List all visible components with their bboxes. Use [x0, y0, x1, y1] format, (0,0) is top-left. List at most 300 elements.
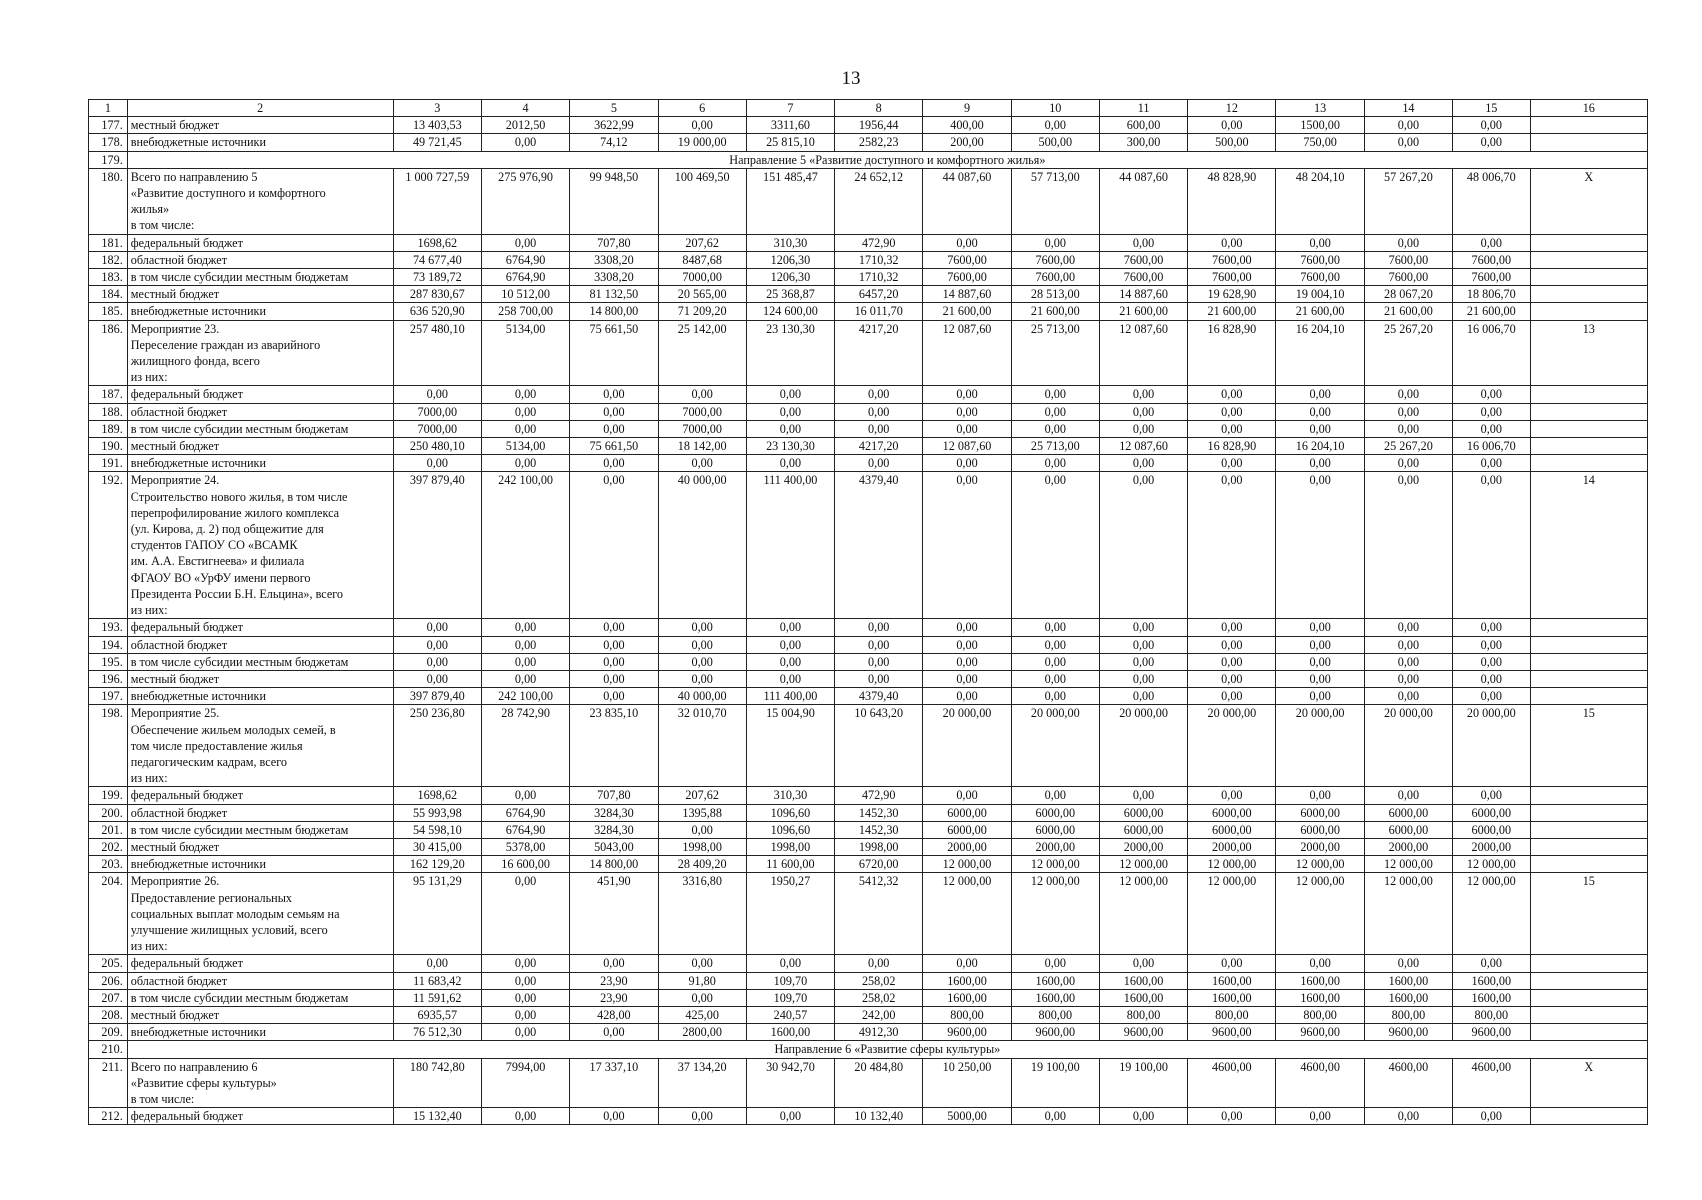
row-name: [127, 1006, 393, 1023]
value-cell: 1500,00: [1276, 117, 1364, 134]
value-cell: 9600,00: [1188, 1024, 1276, 1041]
row-name-line: студентов ГАПОУ СО «ВСАМК: [130, 538, 298, 553]
value-cell: 1206,30: [746, 251, 834, 268]
reference-cell: [1530, 972, 1647, 989]
table-row: [89, 873, 1648, 955]
value-cell: 400,00: [923, 117, 1011, 134]
table-row: [89, 821, 1648, 838]
reference-cell: [1530, 821, 1647, 838]
value-cell: 10 643,20: [835, 705, 923, 787]
value-cell: 2000,00: [1453, 838, 1531, 855]
value-cell: 0,00: [570, 455, 658, 472]
value-cell: 242 100,00: [481, 472, 569, 619]
value-cell: 0,00: [1188, 670, 1276, 687]
value-cell: 287 830,67: [393, 286, 481, 303]
value-cell: 0,00: [658, 386, 746, 403]
value-cell: 2000,00: [1188, 838, 1276, 855]
value-cell: 0,00: [481, 873, 569, 955]
table-row: [89, 670, 1648, 687]
row-number: 204.: [89, 873, 128, 955]
value-cell: 0,00: [1188, 403, 1276, 420]
reference-cell: [1530, 856, 1647, 873]
value-cell: 111 400,00: [746, 688, 834, 705]
value-cell: 0,00: [835, 619, 923, 636]
value-cell: 0,00: [1099, 420, 1187, 437]
header-cell: 15: [1453, 100, 1531, 117]
table-row: [89, 619, 1648, 636]
value-cell: 0,00: [923, 670, 1011, 687]
row-number: 180.: [89, 168, 128, 234]
value-cell: 6000,00: [1276, 821, 1364, 838]
row-name-line: жилья»: [130, 202, 170, 217]
value-cell: 0,00: [1453, 455, 1531, 472]
value-cell: 1600,00: [1276, 972, 1364, 989]
value-cell: 6000,00: [1099, 821, 1187, 838]
value-cell: 7600,00: [1011, 251, 1099, 268]
value-cell: 0,00: [481, 403, 569, 420]
row-name: [127, 856, 393, 873]
value-cell: 1710,32: [835, 251, 923, 268]
value-cell: 12 000,00: [1364, 873, 1452, 955]
row-name-line: Мероприятие 23.: [130, 321, 220, 336]
value-cell: 6000,00: [1364, 804, 1452, 821]
row-number: 189.: [89, 420, 128, 437]
value-cell: 7000,00: [393, 420, 481, 437]
value-cell: 74 677,40: [393, 251, 481, 268]
value-cell: 1600,00: [1011, 989, 1099, 1006]
value-cell: 0,00: [481, 955, 569, 972]
value-cell: 12 000,00: [1453, 856, 1531, 873]
value-cell: 1600,00: [1364, 972, 1452, 989]
table-row: [89, 386, 1648, 403]
row-number: 197.: [89, 688, 128, 705]
value-cell: 0,00: [570, 636, 658, 653]
value-cell: 258,02: [835, 972, 923, 989]
value-cell: 7000,00: [658, 269, 746, 286]
value-cell: 1600,00: [1099, 989, 1187, 1006]
row-name: [127, 653, 393, 670]
table-row: [89, 705, 1648, 787]
value-cell: 0,00: [1188, 386, 1276, 403]
value-cell: 162 129,20: [393, 856, 481, 873]
value-cell: 7994,00: [481, 1058, 569, 1108]
section-title: Направление 6 «Развитие сферы культуры»: [127, 1041, 1647, 1058]
value-cell: 258,02: [835, 989, 923, 1006]
value-cell: 9600,00: [923, 1024, 1011, 1041]
row-name: [127, 989, 393, 1006]
table-row: [89, 636, 1648, 653]
value-cell: 0,00: [481, 234, 569, 251]
value-cell: 6000,00: [923, 804, 1011, 821]
row-name-line: федеральный бюджет: [130, 235, 243, 250]
value-cell: 20 000,00: [1188, 705, 1276, 787]
value-cell: 0,00: [1453, 117, 1531, 134]
value-cell: 0,00: [393, 670, 481, 687]
value-cell: 6764,90: [481, 251, 569, 268]
value-cell: 49 721,45: [393, 134, 481, 151]
value-cell: 0,00: [481, 1006, 569, 1023]
row-name-line: из них:: [130, 771, 168, 786]
header-cell: 6: [658, 100, 746, 117]
value-cell: 0,00: [746, 420, 834, 437]
value-cell: 55 993,98: [393, 804, 481, 821]
row-number: 195.: [89, 653, 128, 670]
value-cell: 428,00: [570, 1006, 658, 1023]
value-cell: 16 204,10: [1276, 438, 1364, 455]
row-name-line: Предоставление региональных: [130, 890, 292, 905]
value-cell: 109,70: [746, 972, 834, 989]
value-cell: 0,00: [1099, 403, 1187, 420]
row-number: 203.: [89, 856, 128, 873]
table-row: [89, 972, 1648, 989]
value-cell: 1395,88: [658, 804, 746, 821]
value-cell: 7600,00: [1099, 251, 1187, 268]
row-name-line: ФГАОУ ВО «УрФУ имени первого: [130, 570, 311, 585]
value-cell: 0,00: [481, 989, 569, 1006]
header-cell: 13: [1276, 100, 1364, 117]
row-name-line: областной бюджет: [130, 252, 228, 267]
row-name-line: им. А.А. Евстигнеева» и филиала: [130, 554, 305, 569]
value-cell: 44 087,60: [923, 168, 1011, 234]
header-cell: 7: [746, 100, 834, 117]
value-cell: 44 087,60: [1099, 168, 1187, 234]
value-cell: 7600,00: [1276, 269, 1364, 286]
value-cell: 23,90: [570, 972, 658, 989]
value-cell: 28 067,20: [1364, 286, 1452, 303]
value-cell: 0,00: [570, 472, 658, 619]
value-cell: 425,00: [658, 1006, 746, 1023]
value-cell: 0,00: [1453, 1108, 1531, 1125]
value-cell: 6764,90: [481, 804, 569, 821]
row-name-line: местный бюджет: [130, 1007, 220, 1022]
value-cell: 12 000,00: [1276, 856, 1364, 873]
value-cell: 1710,32: [835, 269, 923, 286]
value-cell: 800,00: [923, 1006, 1011, 1023]
table-row: [89, 787, 1648, 804]
value-cell: 7000,00: [393, 403, 481, 420]
value-cell: 0,00: [746, 955, 834, 972]
value-cell: 9600,00: [1276, 1024, 1364, 1041]
row-number: 206.: [89, 972, 128, 989]
table-row: [89, 653, 1648, 670]
row-name-line: местный бюджет: [130, 839, 220, 854]
row-name-line: внебюджетные источники: [130, 456, 266, 471]
value-cell: 21 600,00: [1099, 303, 1187, 320]
row-number: 185.: [89, 303, 128, 320]
table-row: [89, 838, 1648, 855]
value-cell: 6935,57: [393, 1006, 481, 1023]
value-cell: 0,00: [1276, 1108, 1364, 1125]
row-name: [127, 1108, 393, 1125]
row-name-line: федеральный бюджет: [130, 956, 243, 971]
row-number: 202.: [89, 838, 128, 855]
value-cell: 0,00: [835, 420, 923, 437]
value-cell: 16 011,70: [835, 303, 923, 320]
value-cell: 207,62: [658, 787, 746, 804]
value-cell: 0,00: [1364, 955, 1452, 972]
value-cell: 5412,32: [835, 873, 923, 955]
page-number: 13: [841, 68, 861, 89]
value-cell: 1600,00: [746, 1024, 834, 1041]
header-cell: 14: [1364, 100, 1452, 117]
row-number: 210.: [89, 1041, 128, 1058]
value-cell: 7600,00: [923, 251, 1011, 268]
row-name-line: внебюджетные источники: [130, 304, 266, 319]
header-cell: 5: [570, 100, 658, 117]
value-cell: 2000,00: [1364, 838, 1452, 855]
value-cell: 2000,00: [1099, 838, 1187, 855]
value-cell: 0,00: [1364, 636, 1452, 653]
value-cell: 73 189,72: [393, 269, 481, 286]
value-cell: 4600,00: [1276, 1058, 1364, 1108]
reference-cell: [1530, 286, 1647, 303]
value-cell: 0,00: [1364, 234, 1452, 251]
value-cell: 7600,00: [1188, 269, 1276, 286]
value-cell: 48 204,10: [1276, 168, 1364, 234]
row-name: [127, 670, 393, 687]
value-cell: 12 087,60: [1099, 320, 1187, 386]
value-cell: 20 565,00: [658, 286, 746, 303]
value-cell: 4217,20: [835, 320, 923, 386]
row-number: 179.: [89, 151, 128, 168]
row-name-line: Всего по направлению 5: [130, 169, 258, 184]
row-number: 182.: [89, 251, 128, 268]
row-name-line: областной бюджет: [130, 973, 228, 988]
value-cell: 0,00: [570, 653, 658, 670]
value-cell: 81 132,50: [570, 286, 658, 303]
reference-cell: [1530, 386, 1647, 403]
value-cell: 275 976,90: [481, 168, 569, 234]
row-name-line: (ул. Кирова, д. 2) под общежитие для: [130, 522, 324, 537]
value-cell: 19 628,90: [1188, 286, 1276, 303]
value-cell: 0,00: [1011, 234, 1099, 251]
value-cell: 300,00: [1099, 134, 1187, 151]
value-cell: 0,00: [1453, 134, 1531, 151]
value-cell: 3284,30: [570, 804, 658, 821]
row-name: [127, 386, 393, 403]
row-number: 188.: [89, 403, 128, 420]
header-cell: 9: [923, 100, 1011, 117]
row-number: 211.: [89, 1058, 128, 1108]
row-number: 198.: [89, 705, 128, 787]
reference-cell: [1530, 619, 1647, 636]
value-cell: 0,00: [1276, 636, 1364, 653]
value-cell: 14 887,60: [923, 286, 1011, 303]
value-cell: 48 828,90: [1188, 168, 1276, 234]
row-name: [127, 821, 393, 838]
value-cell: 0,00: [835, 455, 923, 472]
value-cell: 0,00: [746, 386, 834, 403]
value-cell: 310,30: [746, 234, 834, 251]
value-cell: 16 006,70: [1453, 438, 1531, 455]
value-cell: 54 598,10: [393, 821, 481, 838]
value-cell: 0,00: [481, 670, 569, 687]
value-cell: 12 000,00: [1099, 856, 1187, 873]
row-number: 177.: [89, 117, 128, 134]
row-name-line: местный бюджет: [130, 671, 220, 686]
value-cell: 0,00: [393, 455, 481, 472]
table-row: [89, 1058, 1648, 1108]
table-row: [89, 168, 1648, 234]
value-cell: 151 485,47: [746, 168, 834, 234]
value-cell: 0,00: [923, 653, 1011, 670]
header-row: [89, 100, 1648, 117]
value-cell: 23,90: [570, 989, 658, 1006]
value-cell: 15 132,40: [393, 1108, 481, 1125]
row-name: [127, 168, 393, 234]
row-name-line: местный бюджет: [130, 287, 220, 302]
value-cell: 12 087,60: [923, 438, 1011, 455]
value-cell: 0,00: [1011, 420, 1099, 437]
row-name-line: местный бюджет: [130, 118, 220, 133]
value-cell: 20 484,80: [835, 1058, 923, 1108]
value-cell: 48 006,70: [1453, 168, 1531, 234]
value-cell: 12 087,60: [1099, 438, 1187, 455]
value-cell: 14 887,60: [1099, 286, 1187, 303]
value-cell: 0,00: [1276, 670, 1364, 687]
value-cell: 6000,00: [1188, 804, 1276, 821]
value-cell: 0,00: [1099, 787, 1187, 804]
reference-cell: [1530, 1108, 1647, 1125]
value-cell: 1206,30: [746, 269, 834, 286]
row-name-line: улучшение жилищных условий, всего: [130, 922, 328, 937]
reference-cell: [1530, 670, 1647, 687]
value-cell: 37 134,20: [658, 1058, 746, 1108]
row-name-line: федеральный бюджет: [130, 788, 243, 803]
row-name-line: педагогическим кадрам, всего: [130, 754, 287, 769]
row-name-line: Мероприятие 24.: [130, 473, 220, 488]
value-cell: 0,00: [1453, 619, 1531, 636]
value-cell: 7000,00: [658, 403, 746, 420]
table-row: [89, 234, 1648, 251]
value-cell: 0,00: [923, 472, 1011, 619]
reference-cell: [1530, 420, 1647, 437]
header-cell: 3: [393, 100, 481, 117]
value-cell: 0,00: [1099, 688, 1187, 705]
value-cell: 109,70: [746, 989, 834, 1006]
value-cell: 0,00: [393, 955, 481, 972]
row-name-line: перепрофилирование жилого комплекса: [130, 505, 340, 520]
value-cell: 0,00: [1364, 472, 1452, 619]
value-cell: 6764,90: [481, 269, 569, 286]
value-cell: 0,00: [481, 619, 569, 636]
value-cell: 1600,00: [1276, 989, 1364, 1006]
value-cell: 1600,00: [1188, 989, 1276, 1006]
value-cell: 0,00: [923, 403, 1011, 420]
value-cell: 21 600,00: [1453, 303, 1531, 320]
table-row: [89, 320, 1648, 386]
row-name: [127, 134, 393, 151]
value-cell: 500,00: [1188, 134, 1276, 151]
value-cell: 28 513,00: [1011, 286, 1099, 303]
row-number: 183.: [89, 269, 128, 286]
table-row: [89, 1108, 1648, 1125]
row-number: 194.: [89, 636, 128, 653]
value-cell: 0,00: [1276, 787, 1364, 804]
value-cell: 242,00: [835, 1006, 923, 1023]
value-cell: 800,00: [1364, 1006, 1452, 1023]
value-cell: 0,00: [923, 420, 1011, 437]
reference-cell: [1530, 688, 1647, 705]
row-name-line: Переселение граждан из аварийного: [130, 337, 321, 352]
reference-cell: [1530, 955, 1647, 972]
value-cell: 6000,00: [1364, 821, 1452, 838]
value-cell: 0,00: [1276, 472, 1364, 619]
table-row: [89, 472, 1648, 619]
value-cell: 0,00: [481, 972, 569, 989]
value-cell: 472,90: [835, 787, 923, 804]
value-cell: 1600,00: [1099, 972, 1187, 989]
row-name: [127, 705, 393, 787]
table-row: [89, 134, 1648, 151]
value-cell: 19 100,00: [1011, 1058, 1099, 1108]
row-name-line: в том числе субсидии местным бюджетам: [130, 654, 349, 669]
row-name-line: внебюджетные источники: [130, 689, 266, 704]
value-cell: 0,00: [1276, 688, 1364, 705]
value-cell: 25 142,00: [658, 320, 746, 386]
value-cell: 11 600,00: [746, 856, 834, 873]
value-cell: 397 879,40: [393, 472, 481, 619]
value-cell: 7600,00: [1453, 269, 1531, 286]
value-cell: 0,00: [658, 455, 746, 472]
value-cell: 4600,00: [1453, 1058, 1531, 1108]
row-number: 192.: [89, 472, 128, 619]
value-cell: 12 000,00: [1276, 873, 1364, 955]
reference-cell: [1530, 438, 1647, 455]
table-row: [89, 438, 1648, 455]
value-cell: 30 942,70: [746, 1058, 834, 1108]
section-row: [89, 1041, 1648, 1058]
row-name: [127, 636, 393, 653]
value-cell: 0,00: [570, 403, 658, 420]
row-name: [127, 472, 393, 619]
value-cell: 310,30: [746, 787, 834, 804]
section-row: [89, 151, 1648, 168]
value-cell: 0,00: [835, 403, 923, 420]
value-cell: 19 004,10: [1276, 286, 1364, 303]
value-cell: 0,00: [1364, 787, 1452, 804]
value-cell: 10 512,00: [481, 286, 569, 303]
value-cell: 250 236,80: [393, 705, 481, 787]
value-cell: 0,00: [1011, 117, 1099, 134]
value-cell: 4379,40: [835, 472, 923, 619]
value-cell: 0,00: [1453, 688, 1531, 705]
table-row: [89, 117, 1648, 134]
row-name: [127, 234, 393, 251]
value-cell: 12 000,00: [1011, 873, 1099, 955]
value-cell: 13 403,53: [393, 117, 481, 134]
table-row: [89, 269, 1648, 286]
table-row: [89, 989, 1648, 1006]
value-cell: 91,80: [658, 972, 746, 989]
value-cell: 0,00: [1364, 653, 1452, 670]
row-name-line: федеральный бюджет: [130, 1109, 243, 1124]
value-cell: 0,00: [1011, 403, 1099, 420]
value-cell: 23 130,30: [746, 320, 834, 386]
value-cell: 99 948,50: [570, 168, 658, 234]
value-cell: 3622,99: [570, 117, 658, 134]
reference-cell: [1530, 455, 1647, 472]
table-row: [89, 303, 1648, 320]
value-cell: 5000,00: [923, 1108, 1011, 1125]
row-name-line: в том числе субсидии местным бюджетам: [130, 421, 349, 436]
row-number: 201.: [89, 821, 128, 838]
row-number: 186.: [89, 320, 128, 386]
value-cell: 0,00: [1188, 955, 1276, 972]
row-number: 199.: [89, 787, 128, 804]
row-name: [127, 972, 393, 989]
table-row: [89, 1006, 1648, 1023]
